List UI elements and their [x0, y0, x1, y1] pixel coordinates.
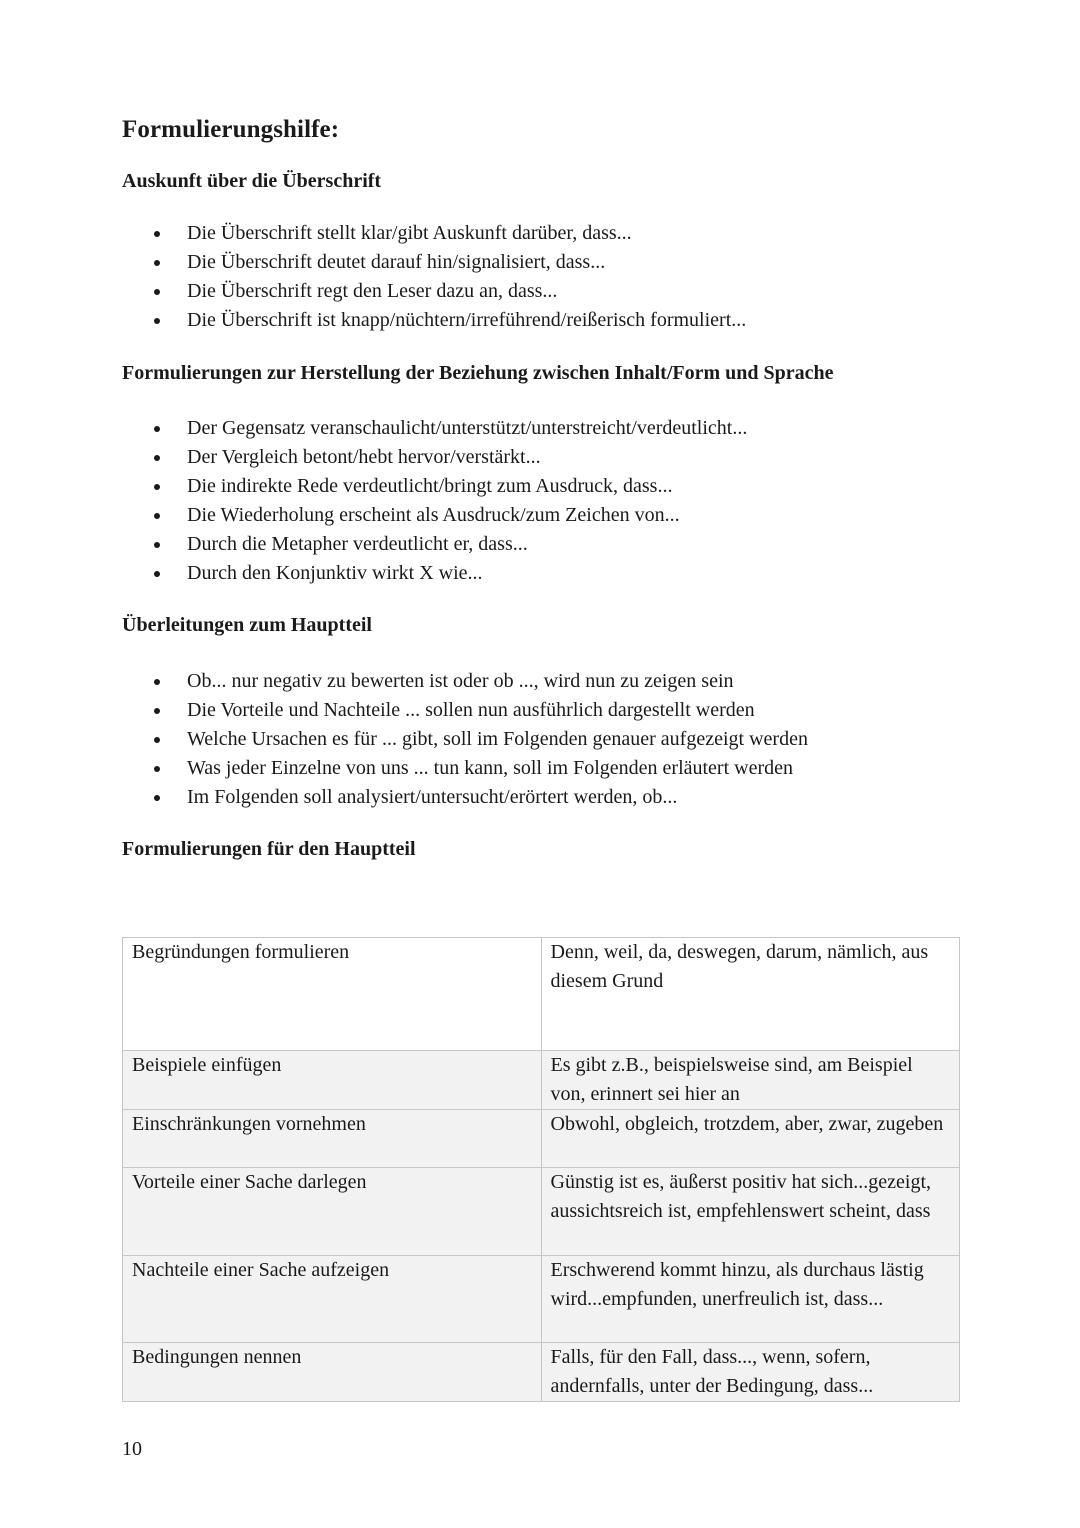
page-title: Formulierungshilfe:	[122, 116, 340, 143]
table-cell-phrases: Denn, weil, da, deswegen, darum, nämlich, aus diesem Grund	[541, 938, 960, 1051]
list-item: Welche Ursachen es für ... gibt, soll im Folgenden genauer aufgezeigt werden	[122, 725, 808, 754]
list-item: Im Folgenden soll analysiert/untersucht/erörtert werden, ob...	[122, 783, 808, 812]
table-row	[123, 938, 960, 1051]
table-cell-label: Bedingungen nennen	[123, 1343, 542, 1402]
list-item: Was jeder Einzelne von uns ... tun kann, soll im Folgenden erläutert werden	[122, 754, 808, 783]
bullet-list-ueberleitungen	[122, 667, 808, 812]
table-cell-phrases: Es gibt z.B., beispielsweise sind, am Beispiel von, erinnert sei hier an	[541, 1051, 960, 1110]
list-item: Durch den Konjunktiv wirkt X wie...	[122, 559, 747, 588]
list-item: Die Überschrift regt den Leser dazu an, dass...	[122, 277, 746, 306]
section-heading-ueberschrift: Auskunft über die Überschrift	[122, 170, 382, 192]
list-item: Ob... nur negativ zu bewerten ist oder ob ..., wird nun zu zeigen sein	[122, 667, 808, 696]
table-cell-phrases: Falls, für den Fall, dass..., wenn, sofern, andernfalls, unter der Bedingung, dass...	[541, 1343, 960, 1402]
list-item: Die Wiederholung erscheint als Ausdruck/zum Zeichen von...	[122, 501, 747, 530]
list-item: Die Überschrift deutet darauf hin/signalisiert, dass...	[122, 248, 746, 277]
table-cell-label: Nachteile einer Sache aufzeigen	[123, 1256, 542, 1343]
table-cell-label: Einschränkungen vornehmen	[123, 1110, 542, 1168]
formulation-table	[122, 937, 960, 1402]
list-item: Der Vergleich betont/hebt hervor/verstärkt...	[122, 443, 747, 472]
table-row	[123, 1168, 960, 1256]
list-item: Die Vorteile und Nachteile ... sollen nun ausführlich dargestellt werden	[122, 696, 808, 725]
section-heading-ueberleitungen: Überleitungen zum Hauptteil	[122, 614, 372, 636]
table-cell-phrases: Günstig ist es, äußerst positiv hat sich...gezeigt, aussichtsreich ist, empfehlenswert scheint, dass	[541, 1168, 960, 1256]
table-row	[123, 1343, 960, 1402]
table-cell-label: Beispiele einfügen	[123, 1051, 542, 1110]
table-row	[123, 1051, 960, 1110]
list-item: Die indirekte Rede verdeutlicht/bringt zum Ausdruck, dass...	[122, 472, 747, 501]
section-heading-beziehung: Formulierungen zur Herstellung der Beziehung zwischen Inhalt/Form und Sprache	[122, 362, 834, 384]
list-item: Der Gegensatz veranschaulicht/unterstützt/unterstreicht/verdeutlicht...	[122, 414, 747, 443]
table-row	[123, 1256, 960, 1343]
bullet-list-ueberschrift	[122, 219, 746, 335]
bullet-list-beziehung	[122, 414, 747, 588]
section-heading-hauptteil: Formulierungen für den Hauptteil	[122, 838, 416, 860]
list-item: Die Überschrift ist knapp/nüchtern/irreführend/reißerisch formuliert...	[122, 306, 746, 335]
table-cell-phrases: Obwohl, obgleich, trotzdem, aber, zwar, zugeben	[541, 1110, 960, 1168]
table-cell-label: Begründungen formulieren	[123, 938, 542, 1051]
list-item: Die Überschrift stellt klar/gibt Auskunft darüber, dass...	[122, 219, 746, 248]
table-row	[123, 1110, 960, 1168]
table-cell-label: Vorteile einer Sache darlegen	[123, 1168, 542, 1256]
list-item: Durch die Metapher verdeutlicht er, dass...	[122, 530, 747, 559]
page-number: 10	[122, 1438, 142, 1460]
table-cell-phrases: Erschwerend kommt hinzu, als durchaus lästig wird...empfunden, unerfreulich ist, dass...	[541, 1256, 960, 1343]
